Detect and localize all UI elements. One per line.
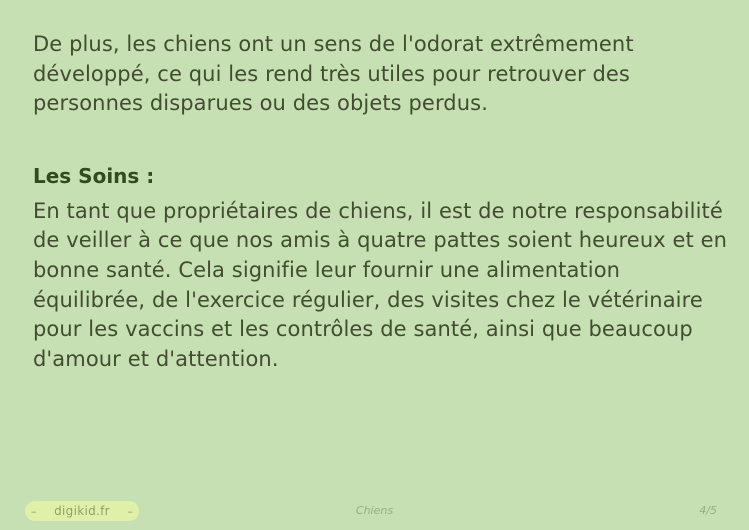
footer-title: Chiens: [355, 504, 394, 517]
section-heading: Les Soins :: [33, 163, 155, 188]
care-paragraph: En tant que propriétaires de chiens, il est de notre responsabilité de veiller à ce que nos amis à quatre pattes soient heureux et en bonne santé. Cela signifie leur fournir une alimentation équilibrée, de l'exercice régulier, des visites chez le vétérinaire pour les vaccins et les contrôles de santé, ainsi que beaucoup d'amour et d'attention.: [33, 198, 728, 371]
dash-left-icon: –: [31, 504, 37, 518]
page-content: [33, 30, 733, 374]
page-number: 4/5: [699, 504, 717, 517]
brand-link[interactable]: digikid.fr: [54, 504, 110, 518]
intro-paragraph: De plus, les chiens ont un sens de l'odorat extrêmement développé, ce qui les rend très utiles pour retrouver des personnes disparues ou des objets perdus.: [33, 32, 634, 116]
dash-right-icon: –: [127, 504, 133, 518]
page-footer: [0, 500, 749, 530]
